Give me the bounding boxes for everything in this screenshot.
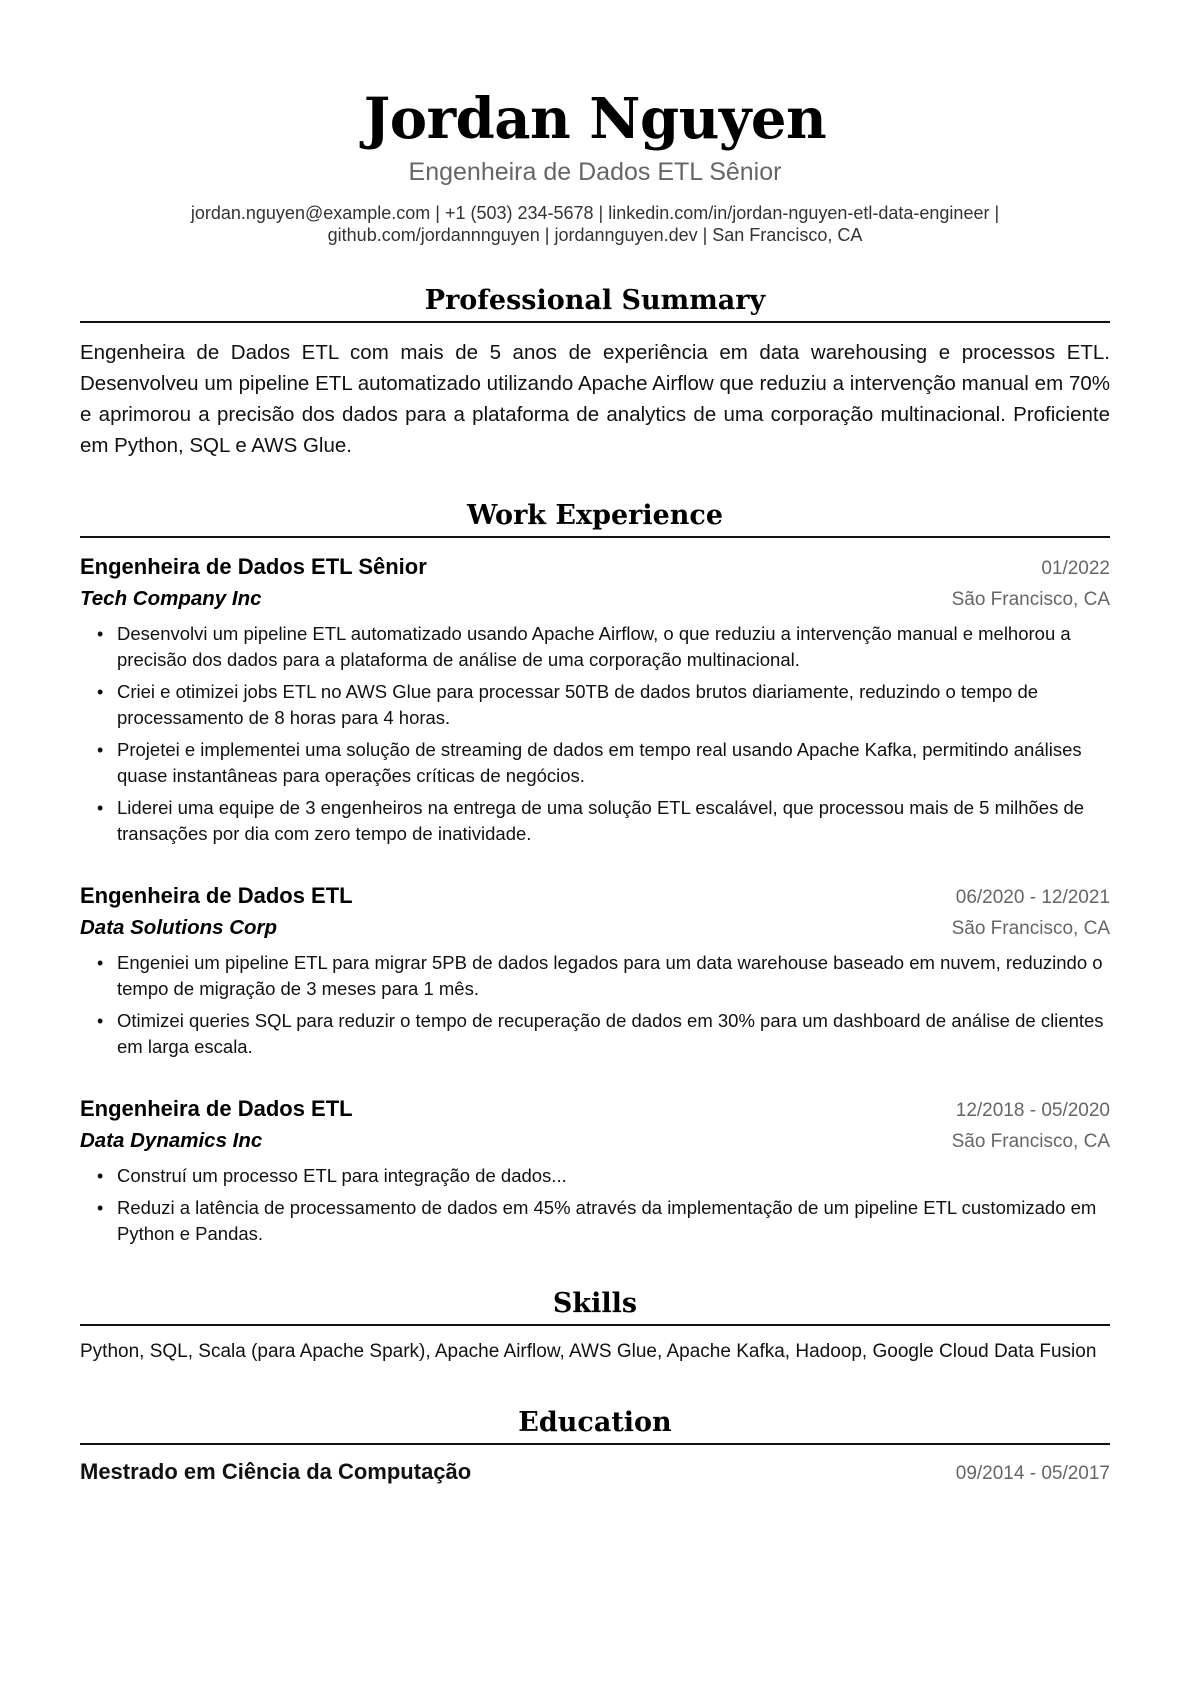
job-entry [80, 881, 1110, 1060]
job-company: Data Solutions Corp [80, 916, 278, 939]
resume-header [80, 0, 1110, 246]
job-company: Tech Company Inc [80, 587, 262, 610]
job-location: São Francisco, CA [951, 1131, 1110, 1152]
job-bullet: • Reduzi a latência de processamento de dados em 45% através da implementação de um pipeline ETL customizado em Python e Pandas. [117, 1195, 1110, 1247]
job-bullet: • Projetei e implementei uma solução de streaming de dados em tempo real usando Apache Kafka, permitindo análises quase instantâneas para operações críticas de negócios. [117, 737, 1110, 789]
contact-line-2: github.com/jordannnguyen | jordannguyen.dev | San Francisco, CA [327, 225, 863, 245]
job-bullet: • Construí um processo ETL para integração de dados... [117, 1163, 1110, 1189]
job-header-row [80, 552, 1110, 584]
job-bullet: • Criei e otimizei jobs ETL no AWS Glue para processar 50TB de dados brutos diariamente, reduzindo o tempo de processamento de 8 horas para 4 horas. [117, 679, 1110, 731]
job-company: Data Dynamics Inc [80, 1129, 263, 1152]
job-bullets [80, 621, 1110, 847]
job-header-row [80, 1094, 1110, 1126]
candidate-title: Engenheira de Dados ETL Sênior [408, 158, 782, 186]
summary-heading: Professional Summary [80, 284, 1110, 323]
job-bullets [80, 1163, 1110, 1247]
job-entry [80, 1094, 1110, 1247]
job-date: 06/2020 - 12/2021 [955, 887, 1110, 908]
education-section [80, 1406, 1110, 1489]
job-location: São Francisco, CA [951, 918, 1110, 939]
education-heading: Education [80, 1406, 1110, 1445]
job-date: 01/2022 [1041, 558, 1110, 579]
skills-section [80, 1287, 1110, 1366]
job-company-row [80, 584, 1110, 615]
education-date: 09/2014 - 05/2017 [955, 1463, 1110, 1484]
job-bullet: • Desenvolvi um pipeline ETL automatizado usando Apache Airflow, o que reduziu a intervenção manual e melhorou a precisão dos dados para a plataforma de análise de uma corporação multinacional. [117, 621, 1110, 673]
job-header-row [80, 881, 1110, 913]
job-location: São Francisco, CA [951, 589, 1110, 610]
summary-section [80, 284, 1110, 461]
job-bullet: • Otimizei queries SQL para reduzir o tempo de recuperação de dados em 30% para um dashboard de análise de clientes em larga escala. [117, 1008, 1110, 1060]
education-row [80, 1457, 1110, 1489]
resume-page [80, 0, 1110, 1489]
contact-info [80, 202, 1110, 246]
job-date: 12/2018 - 05/2020 [955, 1100, 1110, 1121]
job-company-row [80, 913, 1110, 944]
experience-section [80, 499, 1110, 1247]
experience-heading: Work Experience [80, 499, 1110, 538]
job-role: Engenheira de Dados ETL Sênior [80, 554, 427, 579]
job-entry [80, 552, 1110, 847]
job-company-row [80, 1126, 1110, 1157]
summary-text: Engenheira de Dados ETL com mais de 5 anos de experiência em data warehousing e processos ETL. Desenvolveu um pipeline ETL automatizado utilizando Apache Airflow que reduziu a intervenção manual em 70% e aprimorou a precisão dos dados para a plataforma de analytics de uma corporação multinacional. Proficiente em Python, SQL e AWS Glue. [80, 341, 1110, 457]
job-role: Engenheira de Dados ETL [80, 883, 353, 908]
job-role: Engenheira de Dados ETL [80, 1096, 353, 1121]
job-bullet: • Liderei uma equipe de 3 engenheiros na entrega de uma solução ETL escalável, que processou mais de 5 milhões de transações por dia com zero tempo de inatividade. [117, 795, 1110, 847]
candidate-name: Jordan Nguyen [363, 86, 827, 152]
skills-heading: Skills [80, 1287, 1110, 1326]
job-bullet: • Engeniei um pipeline ETL para migrar 5PB de dados legados para um data warehouse baseado em nuvem, reduzindo o tempo de migração de 3 meses para 1 mês. [117, 950, 1110, 1002]
job-bullets [80, 950, 1110, 1060]
contact-line-1: jordan.nguyen@example.com | +1 (503) 234-5678 | linkedin.com/in/jordan-nguyen-etl-data-engineer | [190, 203, 1000, 223]
skills-text: Python, SQL, Scala (para Apache Spark), Apache Airflow, AWS Glue, Apache Kafka, Hadoop, Google Cloud Data Fusion [80, 1341, 1097, 1362]
education-degree: Mestrado em Ciência da Computação [80, 1459, 472, 1484]
